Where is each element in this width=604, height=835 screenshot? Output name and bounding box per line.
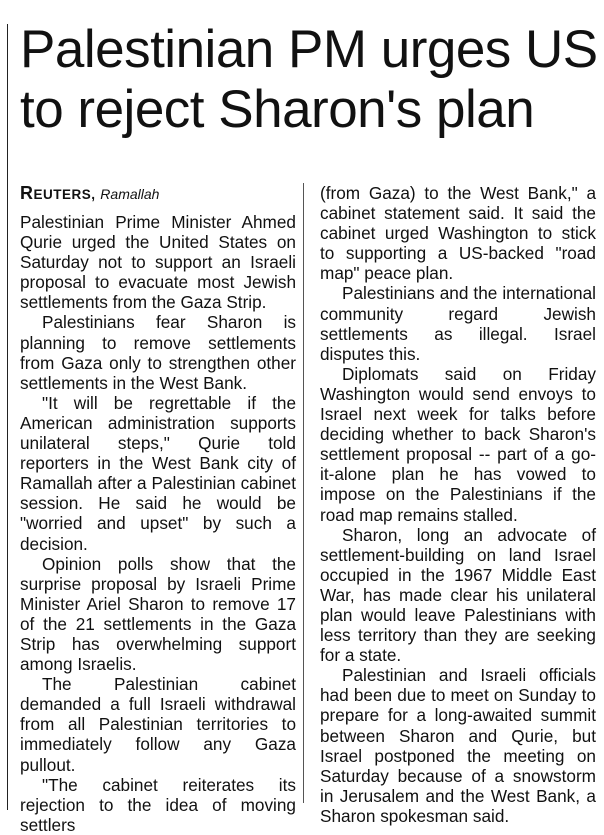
column-divider-rule <box>303 183 304 803</box>
paragraph: Sharon, long an advocate of settlement-building on land Israel occupied in the 1967 Middle East War, has made clear his unilateral plan would leave Palestinians with less territory than they are seeking for a state. <box>320 524 596 666</box>
article-column-right <box>320 183 596 826</box>
dateline-place: Ramallah <box>100 186 160 202</box>
paragraph: Palestinians fear Sharon is planning to remove settlements from Gaza only to strengthen other settlements in the West Bank. <box>20 312 296 393</box>
paragraph: "The cabinet reiterates its rejection to the idea of moving settlers <box>20 774 296 835</box>
paragraph: The Palestinian cabinet demanded a full Israeli withdrawal from all Palestinian territories to immediately follow any Gaza pullout. <box>20 674 296 775</box>
headline-line-1: Palestinian PM urges US <box>20 20 598 79</box>
paragraph: (from Gaza) to the West Bank," a cabinet statement said. It said the cabinet urged Washington to stick to supporting a US-backed "road map" peace plan. <box>320 183 596 284</box>
left-column-rule <box>7 24 8 810</box>
dateline <box>20 183 296 205</box>
paragraph: "It will be regrettable if the American administration supports unilateral steps," Qurie told reporters in the West Bank city of Ramallah after a Palestinian cabinet session. He said he would be "worried and upset" by such a decision. <box>20 392 296 554</box>
paragraph: Opinion polls show that the surprise proposal by Israeli Prime Minister Ariel Sharon to remove 17 of the 21 settlements in the Gaza Strip has overwhelming support among Israelis. <box>20 553 296 675</box>
headline-line-2: to reject Sharon's plan <box>20 80 535 139</box>
agency-rest: EUTERS, <box>33 187 96 202</box>
agency-name <box>20 184 96 203</box>
paragraph: Palestinian and Israeli officials had been due to meet on Sunday to prepare for a long-awaited summit between Sharon and Qurie, but Israel postponed the meeting on Saturday because of a snowstorm in Jerusalem and the West Bank, a Sharon spokesman said. <box>320 665 596 826</box>
paragraph: Diplomats said on Friday Washington would send envoys to Israel next week for talks before deciding whether to back Sharon's settlement proposal -- part of a go-it-alone plan he has vowed to impose on the Palestinians if the road map remains stalled. <box>320 363 596 525</box>
article-column-left <box>20 183 296 835</box>
paragraph: Palestinians and the international community regard Jewish settlements as illegal. Israel disputes this. <box>320 283 596 364</box>
agency-initial: R <box>20 183 34 203</box>
paragraph: Palestinian Prime Minister Ahmed Qurie urged the United States on Saturday not to support an Israeli proposal to evacuate most Jewish settlements from the Gaza Strip. <box>20 212 296 313</box>
headline <box>20 20 600 140</box>
